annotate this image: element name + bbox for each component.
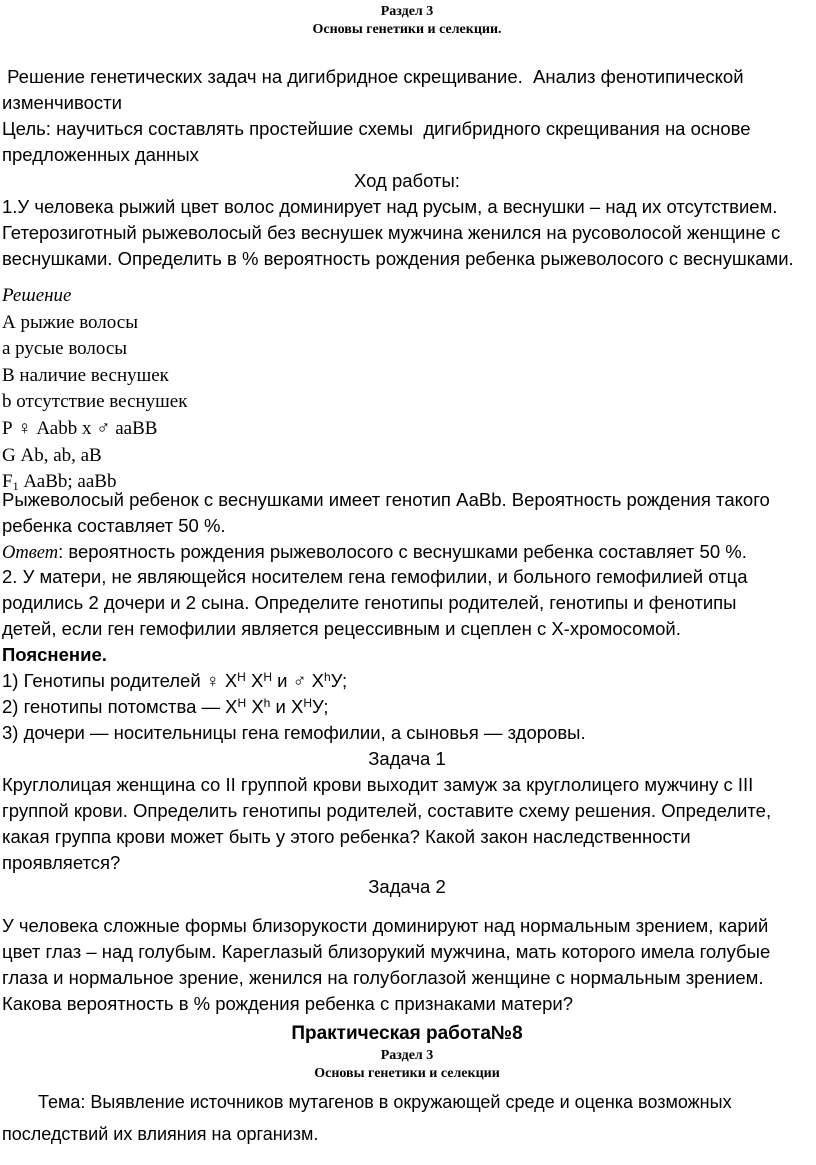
zadacha-line: глаза и нормальное зрение, женился на голубоглазой женщине с нормальным зрением. [2,967,764,988]
zadacha-line: Какова вероятность в % рождения ребенка с признаками матери? [2,993,574,1014]
practical-section: Раздел 3 [380,1048,434,1063]
task-1 [2,194,812,272]
task-line: Гетерозиготный рыжеволосый без веснушек мужчина женился на русоволосой женщине с [2,222,781,243]
section-header [2,3,812,39]
answer-line: Ответ: вероятность рождения рыжеволосого с веснушками ребенка составляет 50 %. [2,541,747,563]
zadacha-line: Круглолицая женщина со II группой крови выходит замуж за круглолицего мужчину с III [2,774,754,795]
zadacha-2-body [2,913,812,1017]
zadacha-title: Задача 2 [368,876,446,897]
conclusion-line: Рыжеволосый ребенок с веснушками имеет генотип АаВb. Вероятность рождения такого [2,489,770,510]
procedure-heading: Ход работы: [354,170,460,191]
section-number: Раздел 3 [380,4,434,19]
practical-topic-line: Тема: Выявление источников мутагенов в окружающей среде и оценка возможных [38,1092,732,1112]
topic-line: Решение генетических задач на дигибридное скрещивание. Анализ фенотипической [2,66,744,87]
solution-line: b отсутствие веснушек [2,391,188,413]
topic-line: изменчивости [2,92,122,113]
explanation-heading: Пояснение. [2,644,107,665]
solution-heading: Решение [2,285,72,306]
section-title: Основы генетики и селекции. [312,22,502,37]
practical-title: Практическая работа№8 [291,1023,523,1044]
zadacha-1 [2,746,812,876]
explanation-line: 2) генотипы потомства — $X^H$ $X^h$ и $X^HУ$; [2,696,329,717]
practical-header [2,1047,812,1083]
goal-line: предложенных данных [2,144,199,165]
zadacha-line: У человека сложные формы близорукости доминируют над нормальным зрением, карий [2,915,769,936]
zadacha-line: цвет глаз – над голубым. Кареглазый близорукий мужчина, мать которого имела голубые [2,941,771,962]
zadacha-2 [2,874,812,900]
solution-line: В наличие веснушек [2,364,169,386]
goal-label: Цель [2,118,46,139]
solution-line: А рыжие волосы [2,311,138,333]
explanation-line: 3) дочери — носительницы гена гемофилии, а сыновья — здоровы. [2,722,586,743]
zadacha-line: проявляется? [2,852,121,873]
f1-line: $F_1$ АаВb; ааВb [2,471,117,494]
task-2 [2,564,812,746]
answer-label: Ответ [2,543,59,563]
task-line: родились 2 дочери и 2 сына. Определите генотипы родителей, генотипы и фенотипы [2,592,737,613]
solution-line: а русые волосы [2,338,128,360]
practical-topic-line: последствий их влияния на организм. [2,1124,319,1144]
solution-line: G Аb, аb, аВ [2,444,102,466]
solution-line: Р ♀ Ааbb х ♂ ааВВ [2,417,158,439]
conclusion-line: ребенка составляет 50 %. [2,515,226,536]
zadacha-line: группой крови. Определить генотипы родителей, составите схему решения. Определите, [2,800,772,821]
task-line: 2. У матери, не являющейся носителем гена гемофилии, и больного гемофилией отца [2,566,748,587]
practical-topic [0,1086,816,1150]
explanation-line: 1) Генотипы родителей ♀ $X^H$ $X^H$ и ♂ $X^hУ$; [2,670,348,691]
zadacha-title: Задача 1 [368,748,446,769]
solution-block [2,283,812,496]
lesson-intro [2,64,812,194]
task-line: 1.У человека рыжий цвет волос доминирует над русым, а веснушки – над их отсутствием. [2,196,778,217]
zadacha-line: какая группа крови может быть у этого ребенка? Какой закон наследственности [2,826,691,847]
practical-subtitle: Основы генетики и селекции [314,1066,500,1081]
goal-line: Цель: научиться составлять простейшие схемы дигибридного скрещивания на основе [2,118,751,139]
solution-conclusion [2,487,812,566]
task-line: веснушками. Определить в % вероятность рождения ребенка рыжеволосого с веснушками. [2,248,794,269]
task-line: детей, если ген гемофилии является рецессивным и сцеплен с X-хромосомой. [2,618,681,639]
